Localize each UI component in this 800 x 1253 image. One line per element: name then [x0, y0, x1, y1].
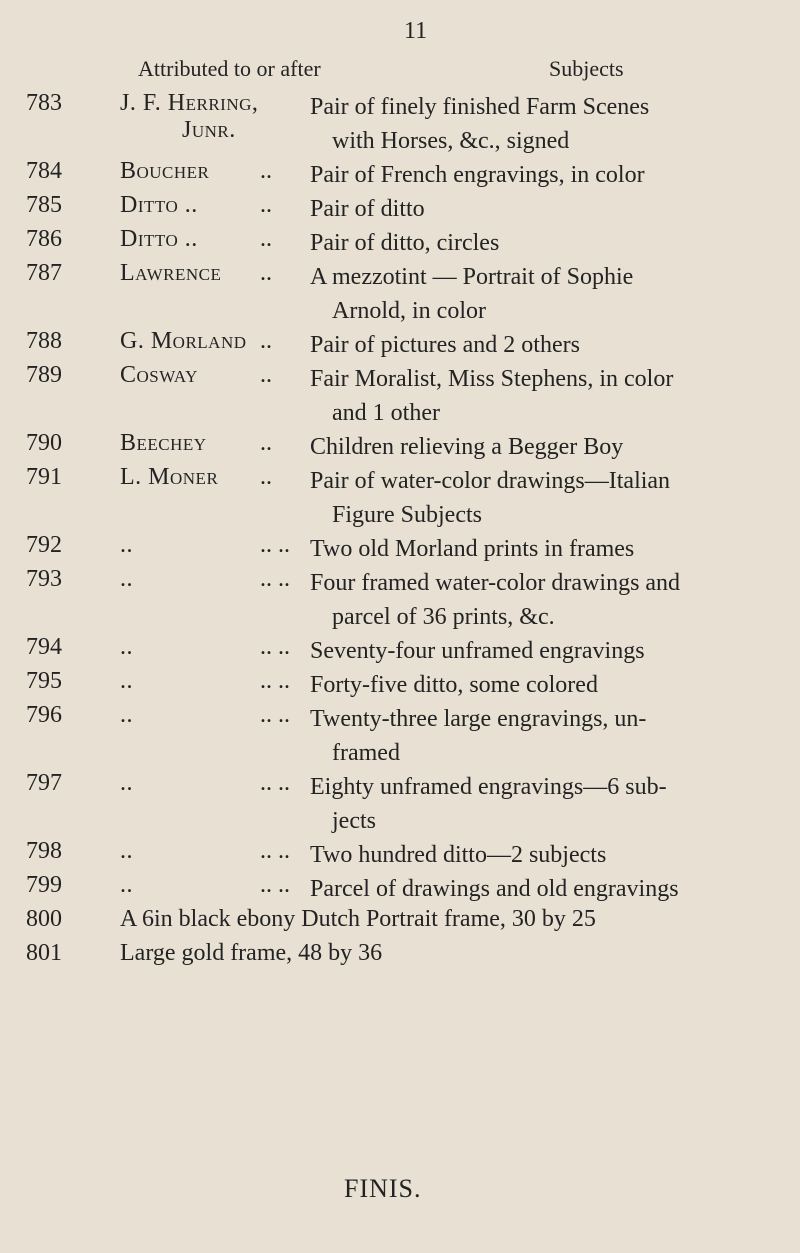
artist-name: ..	[120, 770, 133, 796]
lot-row	[0, 532, 800, 566]
lot-subject: Four framed water-color drawings and parcel of 36 prints, &c.	[310, 570, 681, 630]
artist-name: G. Morland	[120, 328, 247, 354]
lot-subject: Fair Moralist, Miss Stephens, in color and 1 other	[310, 366, 674, 426]
leader-dots: ..	[260, 260, 272, 286]
artist-name: ..	[120, 838, 133, 864]
leader-dots: .. ..	[260, 532, 290, 558]
lot-subject: Two hundred ditto—2 subjects	[310, 842, 607, 868]
leader-dots: ..	[260, 158, 272, 184]
lot-row	[0, 838, 800, 872]
leader-dots: .. ..	[260, 872, 290, 898]
lot-row	[0, 872, 800, 906]
artist-name: J. F. Herring, Junr.	[120, 90, 259, 143]
column-header-attributed: Attributed to or after	[138, 56, 321, 81]
lot-number: 792	[26, 532, 62, 558]
lot-row	[0, 158, 800, 192]
lot-number: 798	[26, 838, 62, 864]
lot-number: 797	[26, 770, 62, 796]
finis-text: FINIS.	[344, 1174, 422, 1203]
lot-row	[0, 90, 800, 158]
lot-subject: Children relieving a Begger Boy	[310, 434, 624, 460]
leader-dots: .. ..	[260, 668, 290, 694]
lot-number: 786	[26, 226, 62, 252]
artist-name: Beechey	[120, 430, 207, 456]
artist-name: ..	[120, 634, 133, 660]
lot-number: 783	[26, 90, 62, 116]
lot-subject: Pair of water-color drawings—Italian Figure Subjects	[310, 468, 671, 528]
lot-subject: Pair of ditto	[310, 196, 425, 222]
lot-row	[0, 328, 800, 362]
lot-subject: Pair of finely finished Farm Scenes with Horses, &c., signed	[310, 94, 650, 154]
column-header-subjects: Subjects	[549, 56, 624, 81]
lot-subject: Twenty-three large engravings, un- framed	[310, 706, 647, 766]
leader-dots: ..	[260, 226, 272, 252]
artist-name: ..	[120, 566, 133, 592]
lot-subject: Forty-five ditto, some colored	[310, 672, 598, 698]
lot-subject: A mezzotint — Portrait of Sophie Arnold, in color	[310, 264, 634, 324]
lot-number: 789	[26, 362, 62, 388]
lot-number: 796	[26, 702, 62, 728]
lot-number: 800	[26, 906, 62, 932]
lot-row	[0, 566, 800, 634]
lot-subject: Two old Morland prints in frames	[310, 536, 635, 562]
lot-row	[0, 940, 800, 974]
lot-row	[0, 362, 800, 430]
lot-subject: Seventy-four unframed engravings	[310, 638, 645, 664]
lot-description: A 6in black ebony Dutch Portrait frame, 30 by 25	[120, 906, 596, 932]
artist-name: ..	[120, 668, 133, 694]
lot-number: 793	[26, 566, 62, 592]
artist-name: ..	[120, 872, 133, 898]
lot-subject: Parcel of drawings and old engravings	[310, 876, 679, 902]
leader-dots: ..	[260, 430, 272, 456]
lot-description: Large gold frame, 48 by 36	[120, 940, 383, 966]
artist-name: Boucher	[120, 158, 210, 184]
leader-dots: .. ..	[260, 838, 290, 864]
artist-name: Ditto ..	[120, 226, 198, 252]
lot-row	[0, 192, 800, 226]
artist-name: L. Moner	[120, 464, 219, 490]
lot-subject: Eighty unframed engravings—6 sub- jects	[310, 774, 667, 834]
lot-row	[0, 430, 800, 464]
lot-number: 801	[26, 940, 62, 966]
lot-row	[0, 464, 800, 532]
leader-dots: ..	[260, 192, 272, 218]
lot-row	[0, 226, 800, 260]
lot-number: 795	[26, 668, 62, 694]
leader-dots: ..	[260, 362, 272, 388]
lot-number: 790	[26, 430, 62, 456]
lot-number: 791	[26, 464, 62, 490]
lot-row	[0, 906, 800, 940]
leader-dots: .. ..	[260, 770, 290, 796]
leader-dots: ..	[260, 328, 272, 354]
lot-number: 799	[26, 872, 62, 898]
lot-row	[0, 260, 800, 328]
page-number: 11	[404, 18, 428, 44]
lot-subject: Pair of ditto, circles	[310, 230, 500, 256]
leader-dots: ..	[260, 464, 272, 490]
lot-row	[0, 702, 800, 770]
lot-row	[0, 770, 800, 838]
lot-row	[0, 634, 800, 668]
lot-subject: Pair of pictures and 2 others	[310, 332, 580, 358]
lot-number: 785	[26, 192, 62, 218]
leader-dots: .. ..	[260, 634, 290, 660]
artist-name: ..	[120, 532, 133, 558]
lot-number: 794	[26, 634, 62, 660]
leader-dots: .. ..	[260, 702, 290, 728]
lot-number: 784	[26, 158, 62, 184]
lot-number: 787	[26, 260, 62, 286]
artist-name: Ditto ..	[120, 192, 198, 218]
lot-row	[0, 668, 800, 702]
lot-number: 788	[26, 328, 62, 354]
lot-subject: Pair of French engravings, in color	[310, 162, 645, 188]
lot-list	[0, 90, 800, 974]
artist-name: Cosway	[120, 362, 198, 388]
leader-dots: .. ..	[260, 566, 290, 592]
artist-name: Lawrence	[120, 260, 222, 286]
artist-name: ..	[120, 702, 133, 728]
